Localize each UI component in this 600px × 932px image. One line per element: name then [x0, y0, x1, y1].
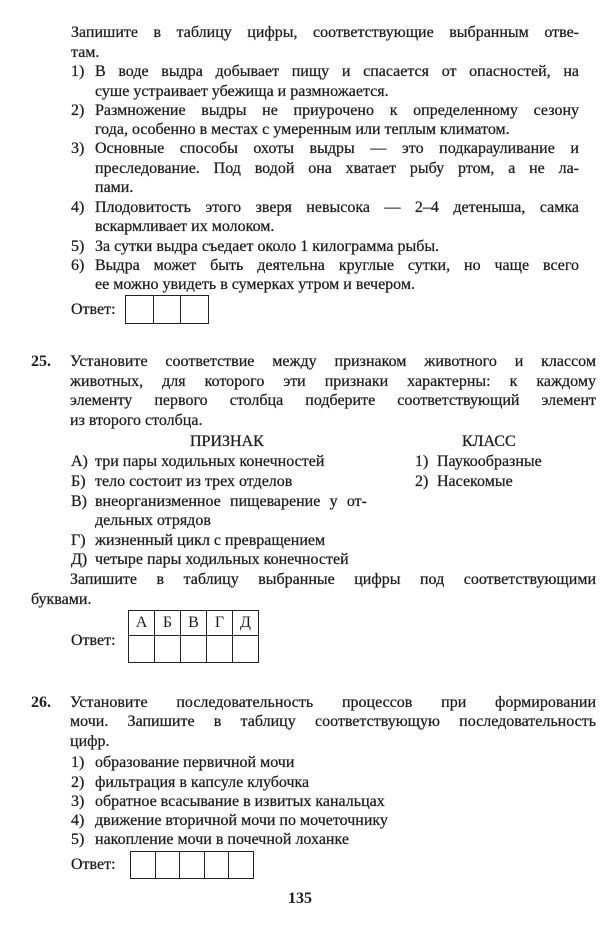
feature-letter: Б) [71, 473, 86, 490]
q26-item-number: 3) [71, 793, 85, 810]
q24-item-number: 4) [71, 199, 85, 216]
feature-text: четыре пары ходильных конечностей [95, 551, 349, 568]
feature-letter: А) [71, 453, 88, 470]
q25-number: 25. [31, 353, 51, 370]
answer-cell[interactable] [180, 296, 208, 323]
q24-item-text: За сутки выдра съедает около 1 килограмма рыбы. [95, 238, 440, 255]
q26-item-number: 2) [71, 774, 85, 791]
q24-intro-line: Запишите в таблицу цифры, соответствующие выбранным отве- [71, 24, 579, 41]
q24-item-text: Выдра может быть деятельна круглые сутки, но чаще всего [95, 257, 579, 274]
q24-item-text: В воде выдра добывает пищу и спасается от опасностей, на [95, 63, 579, 80]
answer-cell[interactable] [179, 852, 204, 878]
q26-text-line: цифр. [70, 733, 110, 750]
q24-answer-label: Ответ: [71, 301, 116, 318]
feature-letter: Г) [71, 532, 86, 549]
answer-header-cell: Б [155, 611, 181, 636]
q26-item-text: накопление мочи в почечной лоханке [95, 831, 349, 848]
q26-number: 26. [31, 694, 51, 711]
q25-col1-header: ПРИЗНАК [190, 433, 264, 450]
q24-item-text: ее можно увидеть в сумерках утром и вечером. [95, 276, 415, 293]
q26-item-number: 1) [71, 754, 85, 771]
q26-item-number: 5) [71, 831, 85, 848]
feature-text: внеорганизменное пищеварение у от- [95, 493, 367, 510]
q24-item-number: 2) [71, 102, 85, 119]
page-number: 135 [288, 890, 312, 907]
q25-text-line: Установите соответствие между признаком животного и классом [70, 353, 596, 370]
answer-cell[interactable] [155, 636, 181, 663]
answer-cell[interactable] [129, 636, 155, 663]
q24-item-text: суше устраивает убежища и размножается. [95, 83, 389, 100]
feature-text: дельных отрядов [95, 512, 211, 529]
q26-item-text: обратное всасывание в извитых канальцах [95, 793, 385, 810]
q25-text-line: элементу первого столбца подберите соответствующий элемент [70, 392, 596, 409]
feature-text: тело состоит из трех отделов [95, 473, 293, 490]
q24-intro-line: там. [71, 44, 100, 61]
answer-header-cell: А [129, 611, 155, 636]
class-number: 2) [415, 473, 429, 490]
q25-text-line: животных, для которого эти признаки характерны: к каждому [70, 373, 596, 390]
answer-header-cell: Г [207, 611, 233, 636]
q24-item-number: 5) [71, 238, 85, 255]
class-number: 1) [415, 453, 429, 470]
q26-item-text: фильтрация в капсуле клубочка [95, 774, 310, 791]
answer-cell[interactable] [181, 636, 207, 663]
answer-cell[interactable] [204, 852, 229, 878]
answer-cell[interactable] [228, 852, 253, 878]
q26-answer-label: Ответ: [71, 856, 116, 873]
q24-item-text: Основные способы охоты выдры — это подкарауливание и [95, 140, 579, 157]
q25-answer-label: Ответ: [71, 632, 116, 649]
feature-letter: Д) [71, 551, 88, 568]
q24-item-text: преследование. Под водой она хватает рыбу ртом, а не ла- [95, 160, 579, 177]
q26-item-text: образование первичной мочи [95, 754, 295, 771]
q24-item-number: 1) [71, 63, 85, 80]
answer-cell[interactable] [233, 636, 259, 663]
q25-instruction-line: буквами. [31, 591, 92, 608]
class-text: Паукообразные [437, 453, 542, 470]
q24-item-number: 6) [71, 257, 85, 274]
answer-cell[interactable] [126, 296, 153, 323]
q26-answer-boxes[interactable] [130, 851, 254, 879]
feature-text: три пары ходильных конечностей [95, 453, 325, 470]
q26-text-line: мочи. Запишите в таблицу соответствующую последовательность [70, 713, 596, 730]
q25-answer-table [128, 610, 259, 663]
q24-item-text: вскармливает их молоком. [95, 218, 275, 235]
q25-text-line: из второго столбца. [70, 412, 203, 429]
answer-header-cell: Д [233, 611, 259, 636]
answer-cell[interactable] [207, 636, 233, 663]
q24-item-text: года, особенно в местах с умеренным или теплым климатом. [95, 121, 510, 138]
q24-answer-boxes[interactable] [125, 295, 209, 324]
q24-item-text: Плодовитость этого зверя невысока — 2–4 детеныша, самка [95, 199, 579, 216]
q26-text-line: Установите последовательность процессов при формировании [70, 694, 596, 711]
answer-cell[interactable] [153, 296, 181, 323]
q24-item-text: Размножение выдры не приурочено к определенному сезону [95, 102, 579, 119]
class-text: Насекомые [437, 473, 513, 490]
q25-instruction-line: Запишите в таблицу выбранные цифры под соответствующими [70, 571, 596, 588]
answer-cell[interactable] [155, 852, 180, 878]
answer-cell[interactable] [131, 852, 155, 878]
q24-item-number: 3) [71, 140, 85, 157]
q24-item-text: пами. [95, 179, 134, 196]
q26-item-number: 4) [71, 812, 85, 829]
answer-header-cell: В [181, 611, 207, 636]
q25-col2-header: КЛАСС [462, 433, 516, 450]
q26-item-text: движение вторичной мочи по мочеточнику [95, 812, 388, 829]
feature-text: жизненный цикл с превращением [95, 532, 326, 549]
feature-letter: В) [71, 493, 87, 510]
